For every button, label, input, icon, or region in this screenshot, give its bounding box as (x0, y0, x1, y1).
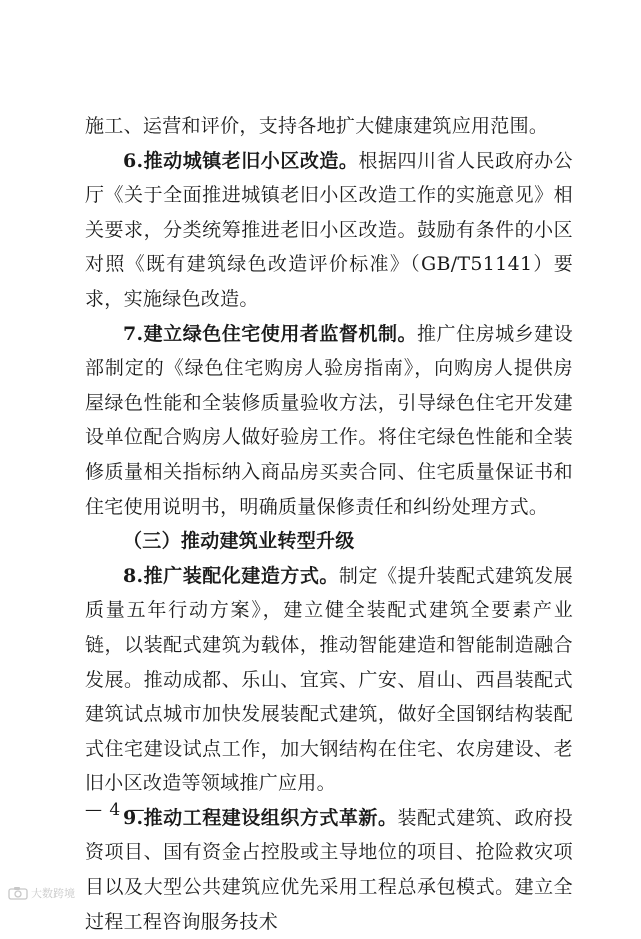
watermark (8, 884, 75, 902)
paragraph-text: 根据四川省人民政府办公厅《关于全面推进城镇老旧小区改造工作的实施意见》相关要求，分类统筹推进老旧小区改造。鼓励有条件的小区对照《既有建筑绿色改造评价标准》（GB/T51141）要求，实施绿色改造。 (85, 149, 573, 310)
paragraph-continued (85, 109, 573, 144)
page-number: — 4 — (85, 800, 146, 820)
document-body (85, 109, 573, 939)
paragraph-6 (85, 144, 573, 317)
paragraph-heading: 9.推动工程建设组织方式革新。 (123, 806, 398, 829)
camera-icon (8, 886, 28, 900)
paragraph-7 (85, 317, 573, 525)
paragraph-heading: 8.推广装配化建造方式。 (123, 564, 339, 587)
watermark-text: 大数跨境 (31, 887, 75, 900)
section-heading: （三）推动建筑业转型升级 (123, 530, 355, 553)
paragraph-8 (85, 559, 573, 801)
paragraph-text: 装配式建筑、政府投资项目、国有资金占控股或主导地位的项目、抢险救灾项目以及大型公共建筑应优先采用工程总承包模式。建立全过程工程咨询服务技术 (85, 806, 574, 933)
paragraph-9 (85, 801, 573, 939)
paragraph-text: 制定《提升装配式建筑发展质量五年行动方案》，建立健全装配式建筑全要素产业链，以装配式建筑为载体，推动智能建造和智能制造融合发展。推动成都、乐山、宜宾、广安、眉山、西昌装配式建筑试点城市加快发展装配式建筑，做好全国钢结构装配式住宅建设试点工作，加大钢结构在住宅、农房建设、老旧小区改造等领域推广应用。 (85, 564, 573, 795)
paragraph-text: 推广住房城乡建设部制定的《绿色住宅购房人验房指南》，向购房人提供房屋绿色性能和全装修质量验收方法，引导绿色住宅开发建设单位配合购房人做好验房工作。将住宅绿色性能和全装修质量相关指标纳入商品房买卖合同、住宅质量保证书和住宅使用说明书，明确质量保修责任和纠纷处理方式。 (85, 322, 573, 518)
paragraph-heading: 6.推动城镇老旧小区改造。 (123, 149, 359, 172)
paragraph-heading: 7.建立绿色住宅使用者监督机制。 (123, 322, 418, 345)
paragraph-text: 施工、运营和评价，支持各地扩大健康建筑应用范围。 (85, 115, 549, 137)
